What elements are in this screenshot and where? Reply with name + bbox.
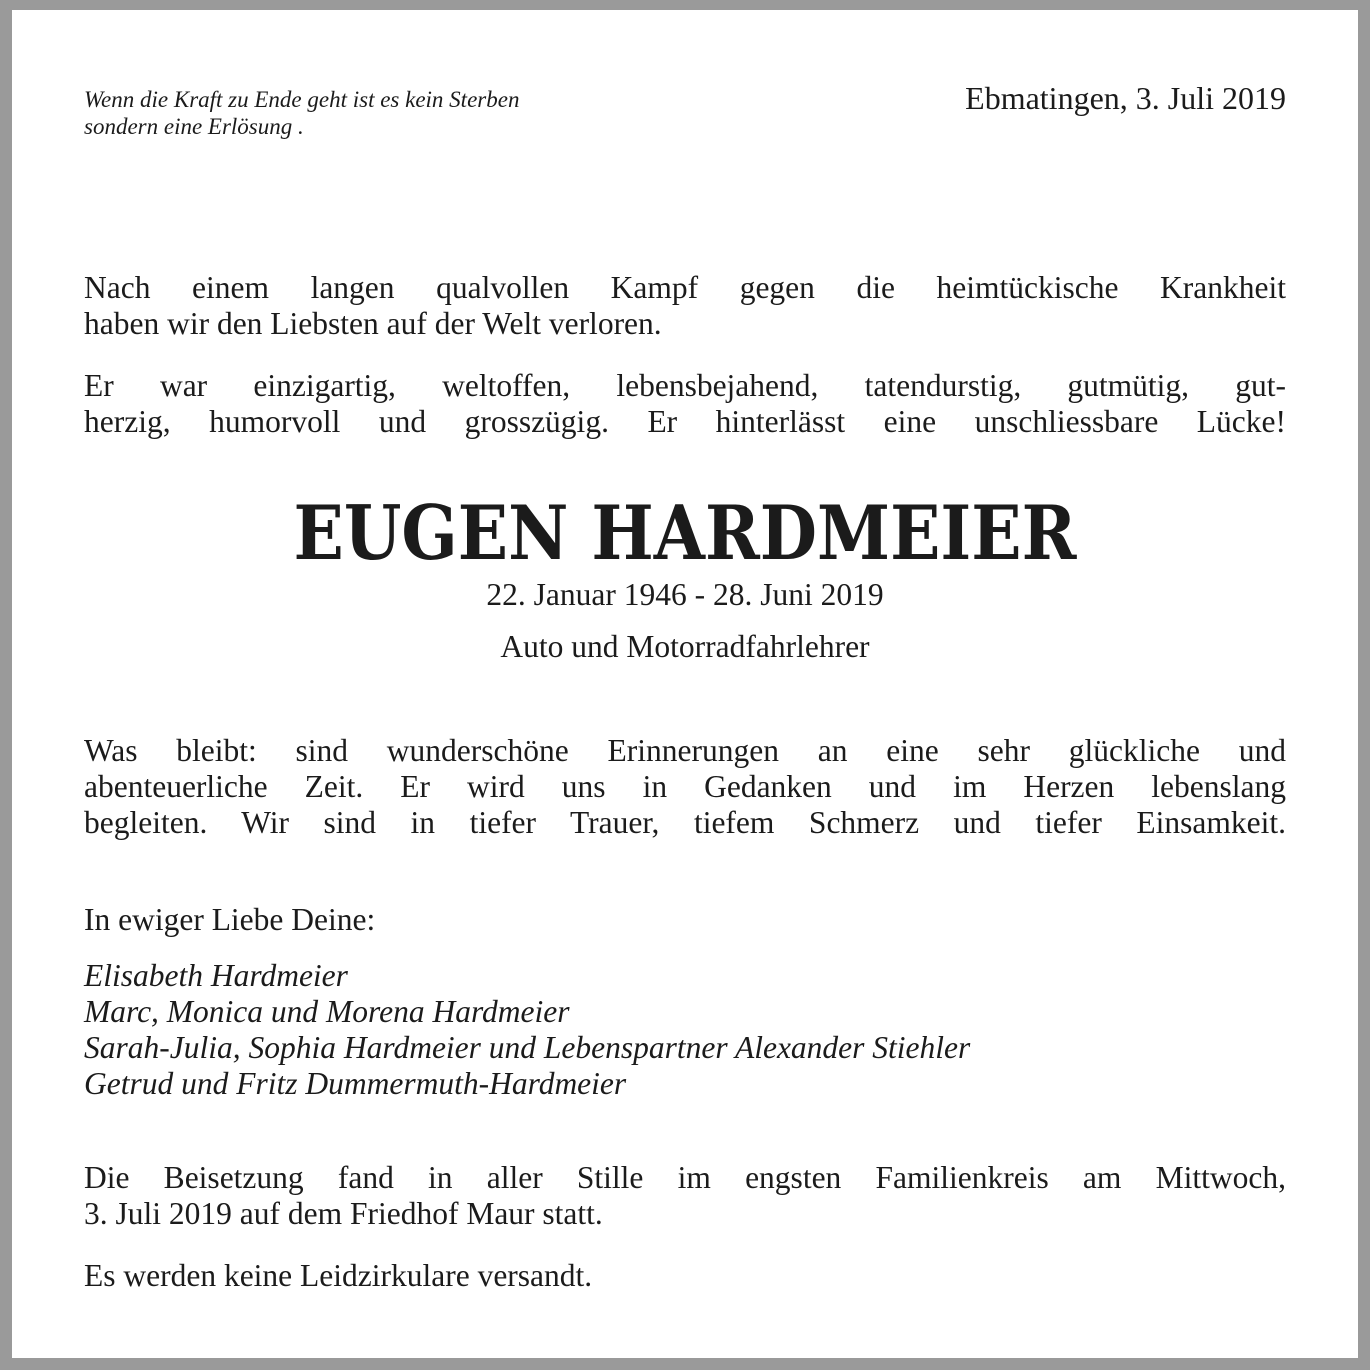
motto-line: sondern eine Erlösung . xyxy=(84,114,304,139)
family-member: Elisabeth Hardmeier xyxy=(84,958,348,993)
character-paragraph xyxy=(84,368,1286,440)
life-dates: 22. Januar 1946 - 28. Juni 2019 xyxy=(486,577,884,612)
character-line: herzig, humorvoll und grosszügig. Er hinterlässt eine unschliessbare Lücke! xyxy=(84,404,1286,439)
funeral-line: 3. Juli 2019 auf dem Friedhof Maur statt. xyxy=(84,1196,603,1231)
family-member: Marc, Monica und Morena Hardmeier xyxy=(84,994,570,1029)
motto-quote xyxy=(84,86,704,140)
deceased-name: EUGEN HARDMEIER xyxy=(293,489,1077,577)
obituary-notice xyxy=(12,10,1358,1358)
intro-line: haben wir den Liebsten auf der Welt verloren. xyxy=(84,306,662,341)
family-list xyxy=(84,958,970,1102)
memory-paragraph xyxy=(84,733,1286,841)
closing-text: Es werden keine Leidzirkulare versandt. xyxy=(84,1258,593,1293)
love-intro-text: In ewiger Liebe Deine: xyxy=(84,902,376,937)
intro-line: Nach einem langen qualvollen Kampf gegen die heimtückische Krankheit xyxy=(84,270,1286,305)
memory-line: begleiten. Wir sind in tiefer Trauer, tiefem Schmerz und tiefer Einsamkeit. xyxy=(84,805,1286,840)
closing-note xyxy=(84,1258,1286,1294)
love-intro xyxy=(84,902,1286,938)
intro-paragraph xyxy=(84,270,1286,342)
family-member: Getrud und Fritz Dummermuth-Hardmeier xyxy=(84,1066,627,1101)
memory-line: Was bleibt: sind wunderschöne Erinnerungen an eine sehr glückliche und xyxy=(84,733,1286,768)
funeral-line: Die Beisetzung fand in aller Stille im engsten Familienkreis am Mittwoch, xyxy=(84,1160,1286,1195)
profession: Auto und Motorradfahrlehrer xyxy=(500,629,870,664)
family-member: Sarah-Julia, Sophia Hardmeier und Lebenspartner Alexander Stiehler xyxy=(84,1030,971,1065)
memory-line: abenteuerliche Zeit. Er wird uns in Gedanken und im Herzen lebenslang xyxy=(84,769,1286,804)
motto-line: Wenn die Kraft zu Ende geht ist es kein Sterben xyxy=(84,87,520,112)
character-line: Er war einzigartig, weltoffen, lebensbejahend, tatendurstig, gutmütig, gut- xyxy=(84,368,1286,403)
funeral-paragraph xyxy=(84,1160,1286,1232)
place-date: Ebmatingen, 3. Juli 2019 xyxy=(965,80,1286,116)
